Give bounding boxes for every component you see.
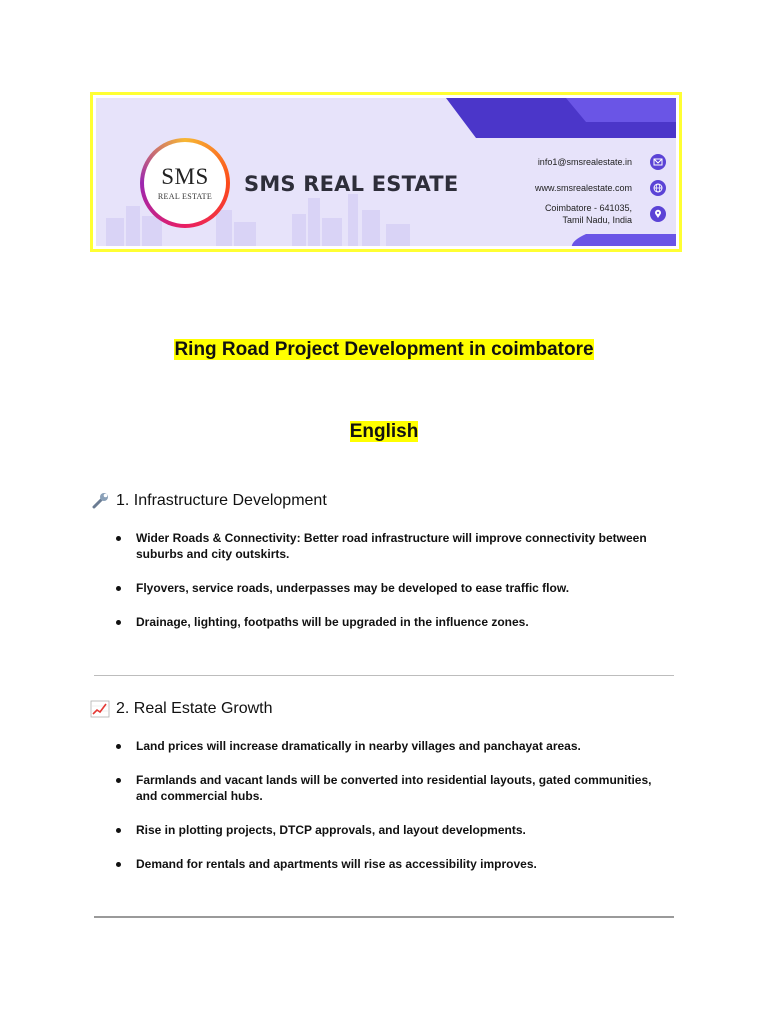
logo-subtext: REAL ESTATE — [157, 192, 213, 201]
section-heading-text: 1. Infrastructure Development — [116, 492, 327, 509]
language-label — [0, 421, 768, 443]
address-line-2: Tamil Nadu, India — [562, 215, 632, 225]
email-icon — [650, 154, 666, 170]
list-item: Flyovers, service roads, underpasses may be developed to ease traffic flow. — [116, 580, 676, 596]
section-heading-text: 2. Real Estate Growth — [116, 700, 273, 717]
company-logo — [140, 138, 230, 228]
header-banner — [90, 92, 682, 252]
section-divider — [94, 916, 674, 918]
list-item: Rise in plotting projects, DTCP approvals, and layout developments. — [116, 822, 676, 838]
list-item: Wider Roads & Connectivity: Better road infrastructure will improve connectivity between suburbs and city outskirts. — [116, 530, 676, 562]
section-divider — [94, 675, 674, 676]
section-heading-infrastructure — [90, 492, 327, 510]
wrench-icon — [90, 492, 112, 510]
location-pin-icon — [650, 206, 666, 222]
list-item: Demand for rentals and apartments will rise as accessibility improves. — [116, 856, 676, 872]
list-item: Land prices will increase dramatically in nearby villages and panchayat areas. — [116, 738, 676, 754]
contact-email[interactable]: info1@smsrealestate.in — [537, 157, 632, 167]
document-title-text: Ring Road Project Development in coimbatore — [174, 339, 594, 360]
globe-icon — [650, 180, 666, 196]
language-label-text: English — [349, 421, 419, 442]
logo-text: SMS — [161, 164, 209, 189]
list-item: Farmlands and vacant lands will be converted into residential layouts, gated communities, and commercial hubs. — [116, 772, 676, 804]
document-title — [0, 339, 768, 361]
banner-background — [96, 98, 676, 246]
brand-name: SMS REAL ESTATE — [244, 172, 459, 196]
chart-increasing-icon — [90, 700, 112, 718]
address-line-1: Coimbatore - 641035, — [544, 203, 632, 213]
contact-website[interactable]: www.smsrealestate.com — [534, 183, 632, 193]
list-item: Drainage, lighting, footpaths will be upgraded in the influence zones. — [116, 614, 676, 630]
contact-address — [545, 202, 632, 226]
section-heading-real-estate — [90, 700, 273, 718]
